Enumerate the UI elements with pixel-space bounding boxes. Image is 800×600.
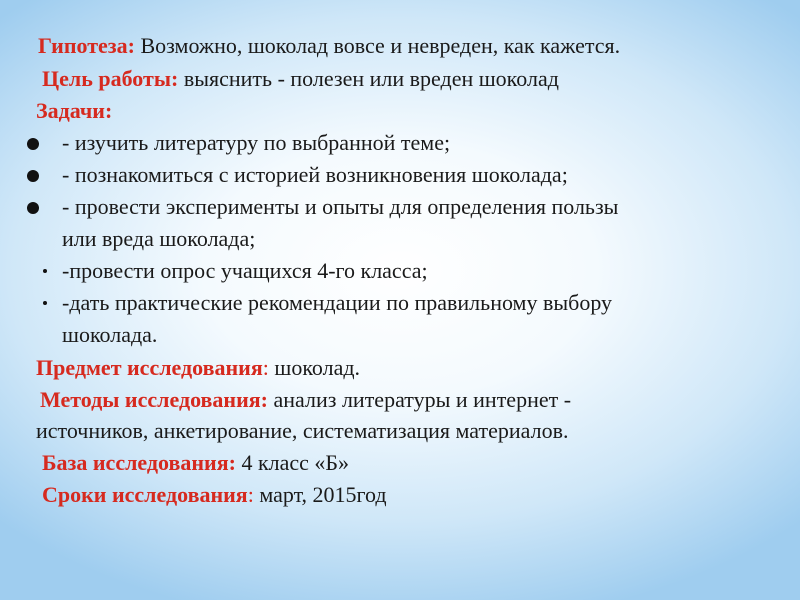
methods-text: анализ литературы и интернет -: [268, 387, 572, 412]
task-item: -дать практические рекомендации по правильному выбору: [62, 290, 613, 315]
subject-label: Предмет исследования: [36, 355, 263, 380]
base-text: 4 класс «Б»: [235, 450, 350, 475]
goal-line: [42, 66, 559, 92]
base-line: [42, 450, 349, 476]
bullet-icon: [27, 202, 39, 214]
subject-line: [36, 355, 360, 381]
hypothesis-text: Возможно, шоколад вовсе и невреден, как кажется.: [134, 33, 621, 58]
period-label: Сроки исследования: [42, 482, 248, 507]
subject-text: шоколад.: [268, 355, 361, 380]
bullet-icon: [43, 269, 47, 273]
hypothesis-line: [38, 33, 620, 59]
task-item: -провести опрос учащихся 4-го класса;: [62, 258, 428, 283]
hypothesis-label: Гипотеза:: [38, 33, 135, 58]
task-item: - провести эксперименты и опыты для определения пользы: [62, 194, 619, 219]
goal-label: Цель работы:: [42, 66, 179, 91]
task-item: - изучить литературу по выбранной теме;: [62, 130, 451, 155]
bullet-icon: [27, 170, 39, 182]
tasks-label: Задачи:: [36, 98, 113, 123]
period-line: [42, 482, 387, 508]
base-label: База исследования:: [42, 450, 236, 475]
tasks-heading: [36, 98, 112, 124]
methods-label: Методы исследования:: [40, 387, 268, 412]
subject-colon: :: [262, 355, 269, 380]
methods-continuation: источников, анкетирование, систематизация материалов.: [36, 418, 569, 443]
task-item-continuation: шоколада.: [62, 322, 158, 347]
bullet-icon: [27, 138, 39, 150]
methods-line: [40, 387, 571, 413]
period-colon: :: [247, 482, 254, 507]
goal-text: выяснить - полезен или вреден шоколад: [178, 66, 559, 91]
task-item: - познакомиться с историей возникновения шоколада;: [62, 162, 568, 187]
bullet-icon: [43, 301, 47, 305]
task-item-continuation: или вреда шоколада;: [62, 226, 256, 251]
period-text: март, 2015год: [253, 482, 387, 507]
